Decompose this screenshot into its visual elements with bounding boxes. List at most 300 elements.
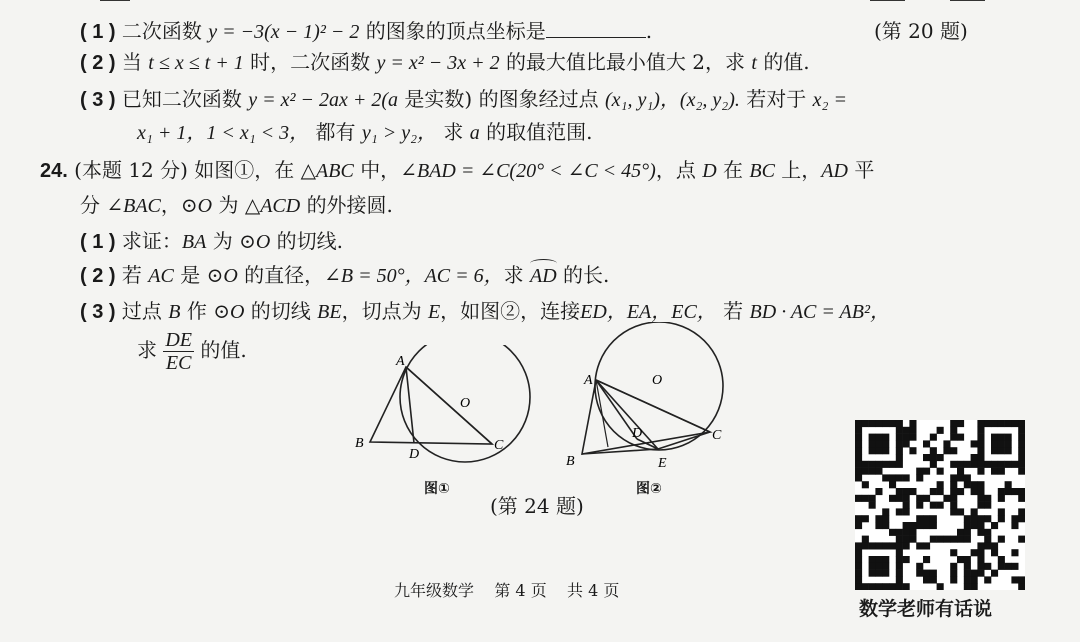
qr-module bbox=[943, 495, 950, 502]
point-label-c: C bbox=[494, 438, 504, 453]
qr-module bbox=[916, 468, 923, 475]
figure-reference: (第 20 题) bbox=[874, 19, 968, 43]
qr-module bbox=[930, 488, 937, 495]
qr-module bbox=[875, 447, 882, 454]
qr-module bbox=[903, 522, 910, 529]
question-number: 24. bbox=[40, 160, 68, 182]
qr-module bbox=[882, 515, 889, 522]
qr-module bbox=[950, 461, 957, 468]
part-number: ( 2 ) bbox=[80, 52, 116, 74]
qr-module bbox=[855, 515, 862, 522]
qr-module bbox=[977, 556, 984, 563]
qr-module bbox=[957, 508, 964, 515]
qr-module bbox=[957, 420, 964, 427]
qr-module bbox=[896, 549, 903, 556]
qr-module bbox=[998, 556, 1005, 563]
qr-module bbox=[903, 583, 910, 590]
qr-module bbox=[903, 556, 910, 563]
qr-module bbox=[862, 461, 869, 468]
qr-module bbox=[869, 570, 876, 577]
point-label-a: A bbox=[396, 354, 405, 369]
qr-module bbox=[971, 522, 978, 529]
qr-module bbox=[1018, 576, 1025, 583]
part-number: ( 2 ) bbox=[80, 265, 116, 287]
qr-module bbox=[869, 447, 876, 454]
qr-module bbox=[957, 474, 964, 481]
qr-module bbox=[977, 447, 984, 454]
qr-module bbox=[930, 515, 937, 522]
qr-module bbox=[1005, 488, 1012, 495]
qr-module bbox=[896, 583, 903, 590]
qr-module bbox=[964, 576, 971, 583]
qr-module bbox=[869, 440, 876, 447]
qr-module bbox=[889, 420, 896, 427]
qr-module bbox=[977, 515, 984, 522]
qr-module bbox=[1005, 420, 1012, 427]
part-number: ( 3 ) bbox=[80, 301, 116, 323]
qr-module bbox=[984, 420, 991, 427]
qr-module bbox=[971, 549, 978, 556]
qr-module bbox=[950, 508, 957, 515]
qr-module bbox=[998, 563, 1005, 570]
qr-module bbox=[957, 468, 964, 475]
part-number: ( 1 ) bbox=[80, 231, 116, 253]
qr-module bbox=[855, 434, 862, 441]
q24-part1: ( 1 ) 求证：BA 为 ⊙O 的切线. bbox=[80, 229, 343, 253]
qr-module bbox=[903, 536, 910, 543]
qr-module bbox=[984, 495, 991, 502]
qr-module bbox=[950, 549, 957, 556]
qr-module bbox=[998, 461, 1005, 468]
qr-module bbox=[977, 468, 984, 475]
fraction: $\frac{DE}{EC}$ bbox=[165, 329, 193, 374]
qr-module bbox=[984, 515, 991, 522]
qr-module bbox=[950, 427, 957, 434]
qr-module bbox=[889, 542, 896, 549]
qr-module bbox=[882, 583, 889, 590]
qr-module bbox=[1005, 434, 1012, 441]
qr-module bbox=[909, 522, 916, 529]
q23-part1: ( 1 ) 二次函数 y = −3(x − 1)² − 2 的图象的顶点坐标是 . bbox=[80, 19, 653, 43]
segment-ec bbox=[658, 432, 710, 449]
qr-module bbox=[930, 576, 937, 583]
qr-module bbox=[984, 529, 991, 536]
qr-module bbox=[1005, 447, 1012, 454]
qr-module bbox=[923, 468, 930, 475]
qr-module bbox=[991, 468, 998, 475]
qr-module bbox=[998, 420, 1005, 427]
qr-module bbox=[998, 536, 1005, 543]
qr-module bbox=[950, 570, 957, 577]
qr-module bbox=[957, 536, 964, 543]
point-label-o: O bbox=[460, 396, 471, 411]
qr-module bbox=[950, 434, 957, 441]
qr-module bbox=[855, 583, 862, 590]
qr-module bbox=[903, 440, 910, 447]
qr-module bbox=[909, 434, 916, 441]
qr-module bbox=[903, 488, 910, 495]
qr-module bbox=[964, 556, 971, 563]
qr-module bbox=[964, 474, 971, 481]
q23-part3-continued: x₁ + 1，1 < x₁ < 3， 都有 y₁ > y₂， 求 a 的取值范围. bbox=[137, 120, 593, 144]
qr-module bbox=[862, 481, 869, 488]
qr-module bbox=[930, 536, 937, 543]
qr-module bbox=[950, 420, 957, 427]
qr-module bbox=[882, 474, 889, 481]
figure-caption: (第 24 题) bbox=[490, 494, 584, 518]
qr-module bbox=[855, 454, 862, 461]
qr-module bbox=[971, 488, 978, 495]
qr-module bbox=[882, 434, 889, 441]
qr-module bbox=[916, 542, 923, 549]
qr-module bbox=[869, 563, 876, 570]
qr-module bbox=[869, 420, 876, 427]
qr-module bbox=[977, 549, 984, 556]
qr-module bbox=[971, 508, 978, 515]
qr-module bbox=[943, 536, 950, 543]
qr-module bbox=[903, 474, 910, 481]
qr-module bbox=[882, 420, 889, 427]
qr-module bbox=[971, 454, 978, 461]
qr-module bbox=[855, 563, 862, 570]
qr-module bbox=[1011, 420, 1018, 427]
qr-module bbox=[930, 461, 937, 468]
qr-module bbox=[930, 447, 937, 454]
figure-1 bbox=[350, 345, 540, 470]
qr-module bbox=[991, 570, 998, 577]
qr-module bbox=[896, 427, 903, 434]
qr-module bbox=[889, 474, 896, 481]
qr-module bbox=[1005, 563, 1012, 570]
q24-part3-continued: 求 $\frac{DE}{EC}$ 的值. bbox=[137, 329, 247, 374]
qr-module bbox=[862, 583, 869, 590]
qr-module bbox=[923, 515, 930, 522]
qr-module bbox=[896, 447, 903, 454]
qr-module bbox=[977, 461, 984, 468]
qr-module bbox=[903, 542, 910, 549]
qr-module bbox=[896, 434, 903, 441]
qr-module bbox=[1018, 434, 1025, 441]
point-label-c: C bbox=[712, 428, 722, 443]
qr-module bbox=[964, 522, 971, 529]
qr-module bbox=[862, 542, 869, 549]
qr-module bbox=[971, 481, 978, 488]
qr-module bbox=[998, 440, 1005, 447]
qr-module bbox=[971, 576, 978, 583]
qr-module bbox=[875, 542, 882, 549]
qr-module bbox=[882, 563, 889, 570]
qr-module bbox=[943, 447, 950, 454]
qr-module bbox=[984, 542, 991, 549]
qr-module bbox=[896, 542, 903, 549]
qr-module bbox=[882, 447, 889, 454]
qr-module bbox=[930, 570, 937, 577]
qr-module bbox=[909, 427, 916, 434]
qr-module bbox=[896, 570, 903, 577]
qr-module bbox=[875, 522, 882, 529]
qr-module bbox=[998, 515, 1005, 522]
qr-module bbox=[1018, 495, 1025, 502]
qr-module bbox=[909, 420, 916, 427]
qr-module bbox=[991, 434, 998, 441]
qr-module bbox=[964, 563, 971, 570]
qr-module bbox=[998, 434, 1005, 441]
qr-module bbox=[964, 515, 971, 522]
qr-module bbox=[1018, 427, 1025, 434]
qr-module bbox=[1011, 522, 1018, 529]
qr-module bbox=[896, 563, 903, 570]
qr-module bbox=[855, 474, 862, 481]
qr-module bbox=[896, 461, 903, 468]
qr-module bbox=[984, 461, 991, 468]
qr-module bbox=[903, 508, 910, 515]
part-number: ( 3 ) bbox=[80, 89, 116, 111]
qr-module bbox=[977, 440, 984, 447]
qr-module bbox=[862, 495, 869, 502]
qr-module bbox=[875, 556, 882, 563]
qr-module bbox=[971, 461, 978, 468]
q24-part3: ( 3 ) 过点 B 作 ⊙O 的切线 BE，切点为 E，如图②，连接ED，EA，EC， 若 BD · AC = AB²， bbox=[80, 299, 890, 323]
qr-module bbox=[950, 447, 957, 454]
qr-module bbox=[937, 427, 944, 434]
qr-module bbox=[909, 447, 916, 454]
qr-module bbox=[916, 522, 923, 529]
answer-blank bbox=[546, 19, 646, 38]
qr-module bbox=[882, 542, 889, 549]
qr-module bbox=[882, 508, 889, 515]
qr-module bbox=[855, 495, 862, 502]
qr-module bbox=[855, 440, 862, 447]
qr-module bbox=[984, 502, 991, 509]
qr-module bbox=[862, 515, 869, 522]
segment-ea bbox=[596, 380, 658, 449]
qr-module bbox=[855, 461, 862, 468]
qr-module bbox=[875, 563, 882, 570]
qr-module bbox=[869, 502, 876, 509]
qr-module bbox=[862, 536, 869, 543]
qr-module bbox=[977, 542, 984, 549]
qr-module bbox=[1018, 440, 1025, 447]
qr-module bbox=[896, 556, 903, 563]
qr-module bbox=[862, 468, 869, 475]
qr-module bbox=[896, 508, 903, 515]
qr-module bbox=[896, 488, 903, 495]
qr-module bbox=[950, 502, 957, 509]
qr-module bbox=[896, 576, 903, 583]
qr-module bbox=[964, 481, 971, 488]
qr-module bbox=[991, 461, 998, 468]
qr-module bbox=[916, 502, 923, 509]
q23-part2: ( 2 ) 当 t ≤ x ≤ t + 1 时，二次函数 y = x² − 3x + 2 的最大值比最小值大 2，求 t 的值. bbox=[80, 50, 810, 74]
qr-module bbox=[991, 447, 998, 454]
qr-module bbox=[977, 434, 984, 441]
qr-module bbox=[923, 440, 930, 447]
watermark-brand: 数学老师有话说 bbox=[859, 598, 993, 620]
qr-module bbox=[977, 420, 984, 427]
qr-module bbox=[923, 495, 930, 502]
qr-module bbox=[903, 434, 910, 441]
point-label-a: A bbox=[584, 373, 593, 388]
q24-stem-continued: 分 ∠BAC，⊙O 为 △ACD 的外接圆. bbox=[80, 193, 393, 217]
qr-code bbox=[855, 420, 1025, 590]
qr-module bbox=[991, 549, 998, 556]
qr-module bbox=[1011, 563, 1018, 570]
qr-module bbox=[977, 529, 984, 536]
triangle-abc bbox=[370, 367, 492, 444]
qr-module bbox=[977, 488, 984, 495]
qr-module bbox=[855, 468, 862, 475]
qr-module bbox=[903, 529, 910, 536]
qr-module bbox=[937, 454, 944, 461]
qr-module bbox=[855, 522, 862, 529]
qr-module bbox=[869, 434, 876, 441]
qr-module bbox=[937, 502, 944, 509]
qr-module bbox=[1011, 515, 1018, 522]
qr-module bbox=[998, 468, 1005, 475]
qr-module bbox=[1018, 454, 1025, 461]
point-label-e: E bbox=[658, 456, 667, 471]
figure-2 bbox=[560, 322, 740, 472]
qr-module bbox=[896, 529, 903, 536]
previous-figure-fragment bbox=[0, 0, 1080, 8]
qr-module bbox=[1011, 549, 1018, 556]
qr-module bbox=[923, 570, 930, 577]
qr-module bbox=[1018, 583, 1025, 590]
qr-module bbox=[869, 461, 876, 468]
qr-module bbox=[882, 570, 889, 577]
qr-module bbox=[903, 495, 910, 502]
qr-module bbox=[1005, 461, 1012, 468]
qr-module bbox=[1018, 515, 1025, 522]
qr-module bbox=[930, 434, 937, 441]
qr-module bbox=[998, 508, 1005, 515]
qr-module bbox=[971, 570, 978, 577]
qr-module bbox=[977, 454, 984, 461]
qr-module bbox=[937, 468, 944, 475]
qr-module bbox=[916, 563, 923, 570]
part-number: ( 1 ) bbox=[80, 21, 116, 43]
qr-module bbox=[882, 440, 889, 447]
q23-part3: ( 3 ) 已知二次函数 y = x² − 2ax + 2(a 是实数) 的图象经过点 (x₁, y₁)，(x₂, y₂). 若对于 x₂ = bbox=[80, 87, 847, 111]
qr-module bbox=[855, 420, 862, 427]
qr-module bbox=[903, 427, 910, 434]
qr-module bbox=[991, 522, 998, 529]
qr-module bbox=[1018, 447, 1025, 454]
segment-ac bbox=[406, 367, 492, 444]
qr-module bbox=[916, 495, 923, 502]
figure-2-label: 图② bbox=[636, 481, 662, 497]
qr-module bbox=[964, 536, 971, 543]
qr-module bbox=[869, 468, 876, 475]
qr-module bbox=[991, 420, 998, 427]
qr-module bbox=[896, 474, 903, 481]
qr-module bbox=[937, 583, 944, 590]
qr-module bbox=[1011, 461, 1018, 468]
qr-module bbox=[964, 583, 971, 590]
qr-module bbox=[875, 468, 882, 475]
qr-module bbox=[937, 536, 944, 543]
qr-module bbox=[875, 583, 882, 590]
qr-module bbox=[930, 522, 937, 529]
qr-module bbox=[923, 542, 930, 549]
qr-module bbox=[916, 570, 923, 577]
point-label-d: D bbox=[632, 426, 643, 441]
qr-module bbox=[896, 440, 903, 447]
qr-module bbox=[950, 536, 957, 543]
qr-module bbox=[957, 488, 964, 495]
qr-module bbox=[957, 461, 964, 468]
qr-module bbox=[869, 542, 876, 549]
qr-module bbox=[950, 474, 957, 481]
qr-module bbox=[950, 481, 957, 488]
qr-module bbox=[964, 461, 971, 468]
qr-module bbox=[977, 481, 984, 488]
qr-module bbox=[855, 542, 862, 549]
qr-module bbox=[991, 542, 998, 549]
q24-part2: ( 2 ) 若 AC 是 ⊙O 的直径，∠B = 50°，AC = 6，求 AD 的长. bbox=[80, 263, 610, 287]
qr-module bbox=[977, 495, 984, 502]
qr-module bbox=[1018, 461, 1025, 468]
qr-module bbox=[875, 488, 882, 495]
qr-module bbox=[875, 570, 882, 577]
segment-bd bbox=[596, 380, 608, 447]
qr-module bbox=[855, 549, 862, 556]
qr-module bbox=[1018, 488, 1025, 495]
qr-module bbox=[1018, 508, 1025, 515]
qr-module bbox=[984, 536, 991, 543]
point-label-d: D bbox=[409, 447, 420, 462]
qr-module bbox=[950, 488, 957, 495]
q24-stem: 24. (本题 12 分) 如图①，在 △ABC 中，∠BAD = ∠C(20° < ∠C < 45°)，点 D 在 BC 上，AD 平 bbox=[40, 158, 875, 182]
qr-module bbox=[977, 563, 984, 570]
point-label-b: B bbox=[355, 436, 364, 451]
qr-module bbox=[998, 488, 1005, 495]
qr-module bbox=[977, 570, 984, 577]
qr-module bbox=[855, 576, 862, 583]
qr-module bbox=[875, 420, 882, 427]
qr-module bbox=[869, 495, 876, 502]
qr-module bbox=[889, 481, 896, 488]
qr-module bbox=[937, 488, 944, 495]
qr-module bbox=[971, 440, 978, 447]
qr-module bbox=[964, 529, 971, 536]
arc-notation: AD bbox=[530, 265, 557, 287]
qr-module bbox=[943, 440, 950, 447]
qr-module bbox=[984, 563, 991, 570]
qr-module bbox=[882, 461, 889, 468]
qr-module bbox=[998, 495, 1005, 502]
qr-module bbox=[937, 481, 944, 488]
qr-module bbox=[977, 522, 984, 529]
page-footer: 九年级数学 第 4 页 共 4 页 bbox=[394, 581, 620, 600]
qr-module bbox=[923, 556, 930, 563]
qr-module bbox=[1005, 481, 1012, 488]
qr-module bbox=[950, 576, 957, 583]
qr-module bbox=[896, 536, 903, 543]
qr-module bbox=[1011, 576, 1018, 583]
qr-module bbox=[896, 495, 903, 502]
qr-module bbox=[882, 556, 889, 563]
qr-module bbox=[855, 570, 862, 577]
qr-module bbox=[971, 515, 978, 522]
qr-module bbox=[930, 454, 937, 461]
qr-module bbox=[1018, 468, 1025, 475]
qr-module bbox=[909, 488, 916, 495]
qr-module bbox=[923, 576, 930, 583]
qr-module bbox=[903, 502, 910, 509]
qr-module bbox=[984, 576, 991, 583]
qr-module bbox=[923, 454, 930, 461]
